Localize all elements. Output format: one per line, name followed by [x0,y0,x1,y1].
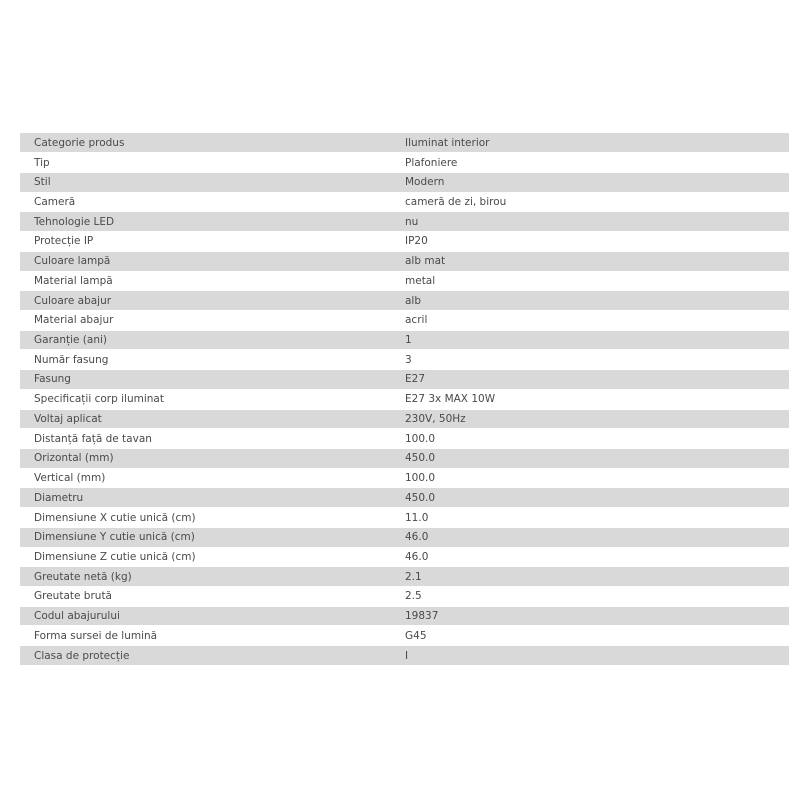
spec-value: alb mat [390,251,789,271]
spec-row [20,409,789,429]
spec-label: Culoare lampă [20,251,390,271]
spec-row [20,468,789,488]
spec-row [20,133,789,153]
spec-value: 11.0 [390,508,789,528]
spec-value: cameră de zi, birou [390,192,789,212]
spec-label: Cameră [20,192,390,212]
spec-value: acril [390,310,789,330]
spec-row [20,626,789,646]
spec-value: 2.1 [390,567,789,587]
spec-row [20,389,789,409]
product-specs-table [20,133,789,666]
spec-value: alb [390,291,789,311]
spec-row [20,291,789,311]
spec-label: Material abajur [20,310,390,330]
spec-row [20,192,789,212]
spec-row [20,646,789,666]
spec-value: Modern [390,172,789,192]
spec-value: 19837 [390,606,789,626]
spec-label: Garanție (ani) [20,330,390,350]
spec-row [20,606,789,626]
spec-value: G45 [390,626,789,646]
spec-label: Distanță față de tavan [20,429,390,449]
spec-row [20,567,789,587]
spec-label: Clasa de protecție [20,646,390,666]
spec-value: I [390,646,789,666]
spec-label: Dimensiune Z cutie unică (cm) [20,547,390,567]
spec-row [20,547,789,567]
spec-value: 450.0 [390,449,789,469]
spec-row [20,527,789,547]
spec-row [20,508,789,528]
spec-label: Orizontal (mm) [20,449,390,469]
spec-value: E27 [390,370,789,390]
spec-table-body [20,133,789,665]
spec-label: Greutate brută [20,587,390,607]
spec-label: Specificații corp iluminat [20,389,390,409]
spec-label: Material lampă [20,271,390,291]
spec-label: Categorie produs [20,133,390,153]
spec-row [20,251,789,271]
spec-row [20,310,789,330]
spec-value: nu [390,212,789,232]
spec-value: 46.0 [390,547,789,567]
spec-label: Forma sursei de lumină [20,626,390,646]
spec-value: 100.0 [390,468,789,488]
spec-label: Stil [20,172,390,192]
spec-label: Tip [20,153,390,173]
spec-row [20,429,789,449]
spec-row [20,271,789,291]
spec-value: 3 [390,350,789,370]
spec-label: Vertical (mm) [20,468,390,488]
spec-label: Număr fasung [20,350,390,370]
spec-row [20,232,789,252]
spec-value: metal [390,271,789,291]
spec-label: Fasung [20,370,390,390]
spec-label: Voltaj aplicat [20,409,390,429]
spec-value: E27 3x MAX 10W [390,389,789,409]
spec-row [20,212,789,232]
spec-value: IP20 [390,232,789,252]
spec-value: 100.0 [390,429,789,449]
spec-row [20,172,789,192]
spec-row [20,370,789,390]
spec-label: Dimensiune Y cutie unică (cm) [20,527,390,547]
spec-label: Tehnologie LED [20,212,390,232]
spec-value: 2.5 [390,587,789,607]
spec-label: Codul abajurului [20,606,390,626]
spec-value: 230V, 50Hz [390,409,789,429]
spec-row [20,350,789,370]
spec-value: 46.0 [390,527,789,547]
spec-row [20,449,789,469]
spec-label: Greutate netă (kg) [20,567,390,587]
spec-label: Dimensiune X cutie unică (cm) [20,508,390,528]
spec-label: Protecție IP [20,232,390,252]
spec-row [20,488,789,508]
spec-label: Diametru [20,488,390,508]
spec-row [20,587,789,607]
spec-value: 1 [390,330,789,350]
spec-row [20,153,789,173]
spec-row [20,330,789,350]
spec-value: 450.0 [390,488,789,508]
spec-label: Culoare abajur [20,291,390,311]
spec-value: Plafoniere [390,153,789,173]
spec-value: Iluminat interior [390,133,789,153]
